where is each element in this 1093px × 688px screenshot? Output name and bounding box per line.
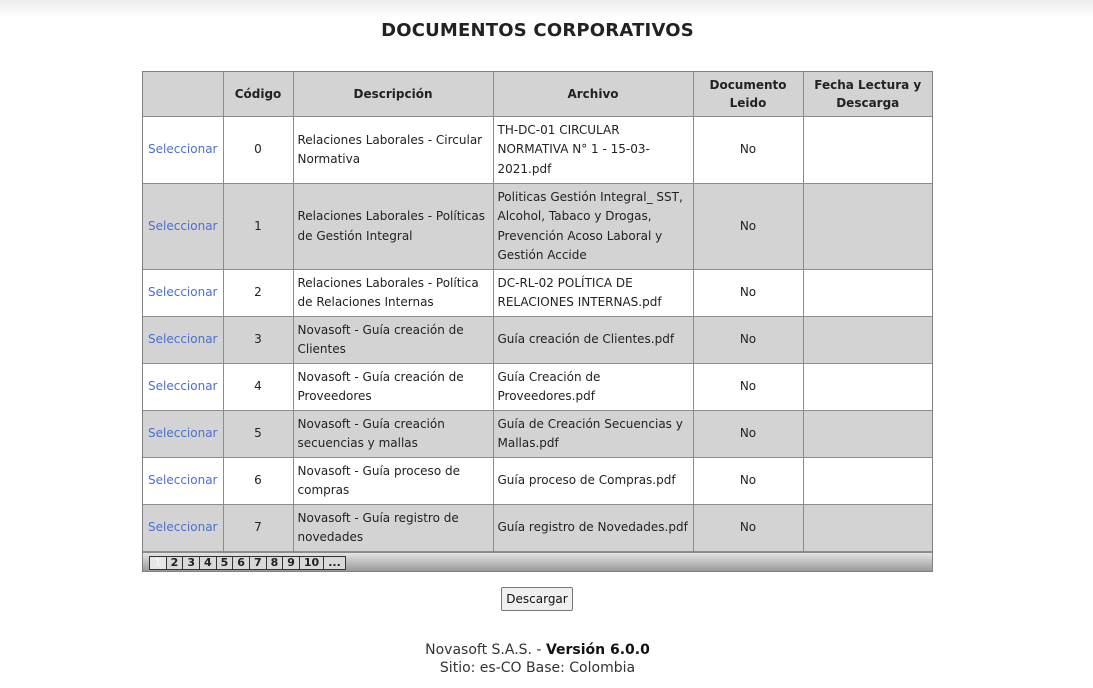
code-cell: 4 — [223, 364, 293, 411]
table-row — [143, 505, 932, 552]
page-link-current: 1 — [150, 557, 167, 569]
header-code: Código — [223, 72, 293, 117]
select-link[interactable]: Seleccionar — [148, 218, 218, 233]
code-cell: 7 — [223, 505, 293, 552]
date-cell — [803, 505, 932, 552]
pager-bar — [143, 552, 932, 571]
read-cell: No — [693, 411, 803, 458]
footer-company: Novasoft S.A.S. - — [425, 642, 546, 658]
read-cell: No — [693, 505, 803, 552]
description-cell: Novasoft - Guía registro de novedades — [293, 505, 493, 552]
select-link[interactable]: Seleccionar — [148, 332, 218, 347]
select-link[interactable]: Seleccionar — [148, 473, 218, 488]
select-cell — [143, 364, 223, 411]
date-cell — [803, 270, 932, 317]
page-link[interactable]: 4 — [200, 557, 217, 569]
date-cell — [803, 458, 932, 505]
footer-site-line: Sitio: es-CO Base: Colombia — [439, 660, 636, 676]
description-cell: Novasoft - Guía creación secuencias y mallas — [293, 411, 493, 458]
read-cell: No — [693, 270, 803, 317]
select-link[interactable]: Seleccionar — [148, 379, 218, 394]
file-cell: Guía Creación de Proveedores.pdf — [493, 364, 693, 411]
description-cell: Novasoft - Guía proceso de compras — [293, 458, 493, 505]
table-row — [143, 411, 932, 458]
select-cell — [143, 270, 223, 317]
header-description: Descripción — [293, 72, 493, 117]
file-cell: Guía proceso de Compras.pdf — [493, 458, 693, 505]
select-cell — [143, 458, 223, 505]
documents-table — [143, 72, 932, 552]
description-cell: Relaciones Laborales - Política de Relaciones Internas — [293, 270, 493, 317]
header-select — [143, 72, 223, 117]
description-cell: Novasoft - Guía creación de Clientes — [293, 317, 493, 364]
table-row — [143, 317, 932, 364]
header-read: Documento Leido — [693, 72, 803, 117]
select-cell — [143, 317, 223, 364]
select-cell — [143, 505, 223, 552]
select-cell — [143, 411, 223, 458]
read-cell: No — [693, 184, 803, 270]
date-cell — [803, 317, 932, 364]
page-link[interactable]: 5 — [217, 557, 234, 569]
documents-grid — [142, 71, 933, 572]
select-link[interactable]: Seleccionar — [148, 520, 218, 535]
date-cell — [803, 184, 932, 270]
select-cell — [143, 117, 223, 184]
footer — [0, 641, 1075, 677]
description-cell: Relaciones Laborales - Políticas de Gestión Integral — [293, 184, 493, 270]
pager — [149, 556, 346, 570]
page-link[interactable]: 10 — [300, 557, 324, 569]
description-cell: Novasoft - Guía creación de Proveedores — [293, 364, 493, 411]
code-cell: 6 — [223, 458, 293, 505]
code-cell: 5 — [223, 411, 293, 458]
header-date: Fecha Lectura y Descarga — [803, 72, 932, 117]
table-row — [143, 117, 932, 184]
file-cell: DC-RL-02 POLÍTICA DE RELACIONES INTERNAS.pdf — [493, 270, 693, 317]
page-link[interactable]: 2 — [167, 557, 184, 569]
date-cell — [803, 411, 932, 458]
date-cell — [803, 364, 932, 411]
code-cell: 2 — [223, 270, 293, 317]
file-cell: TH-DC-01 CIRCULAR NORMATIVA N° 1 - 15-03-2021.pdf — [493, 117, 693, 184]
select-link[interactable]: Seleccionar — [148, 285, 218, 300]
read-cell: No — [693, 458, 803, 505]
footer-version-line — [0, 641, 1075, 659]
top-shade — [0, 0, 1093, 18]
table-row — [143, 364, 932, 411]
table-row — [143, 184, 932, 270]
table-row — [143, 270, 932, 317]
select-link[interactable]: Seleccionar — [148, 142, 218, 157]
table-header-row — [143, 72, 932, 117]
select-cell — [143, 184, 223, 270]
footer-version: Versión 6.0.0 — [545, 642, 650, 658]
page-link[interactable]: 8 — [267, 557, 284, 569]
code-cell: 0 — [223, 117, 293, 184]
read-cell: No — [693, 117, 803, 184]
read-cell: No — [693, 364, 803, 411]
page-link-more[interactable]: ... — [328, 556, 341, 569]
code-cell: 3 — [223, 317, 293, 364]
select-link[interactable]: Seleccionar — [148, 426, 218, 441]
file-cell: Guía registro de Novedades.pdf — [493, 505, 693, 552]
date-cell — [803, 117, 932, 184]
page-link[interactable]: 9 — [283, 557, 300, 569]
description-cell: Relaciones Laborales - Circular Normativa — [293, 117, 493, 184]
page-title: DOCUMENTOS CORPORATIVOS — [381, 20, 694, 41]
table-row — [143, 458, 932, 505]
header-file: Archivo — [493, 72, 693, 117]
page-link[interactable]: 7 — [250, 557, 267, 569]
read-cell: No — [693, 317, 803, 364]
code-cell: 1 — [223, 184, 293, 270]
file-cell: Politicas Gestión Integral_ SST, Alcohol, Tabaco y Drogas, Prevención Acoso Laboral y Gestión Accide — [493, 184, 693, 270]
file-cell: Guía creación de Clientes.pdf — [493, 317, 693, 364]
page-link[interactable]: 3 — [183, 557, 200, 569]
download-button[interactable]: Descargar — [501, 587, 573, 611]
file-cell: Guía de Creación Secuencias y Mallas.pdf — [493, 411, 693, 458]
page-link[interactable]: 6 — [233, 557, 250, 569]
